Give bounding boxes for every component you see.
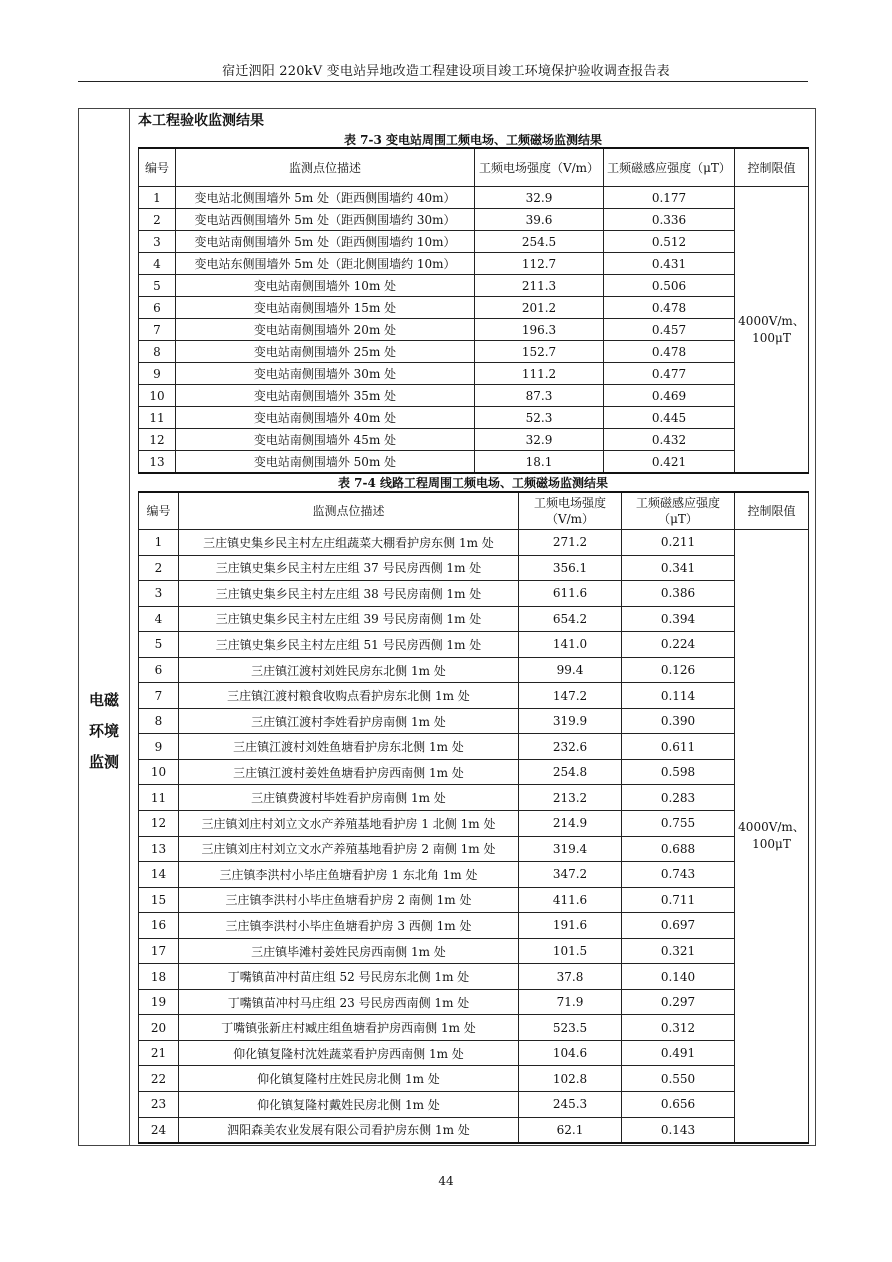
table-row bbox=[139, 887, 809, 913]
cell-no: 12 bbox=[139, 811, 179, 837]
cell-no: 3 bbox=[139, 581, 179, 607]
table-row bbox=[139, 913, 809, 939]
cell-no: 6 bbox=[139, 657, 179, 683]
cell-b: 0.431 bbox=[604, 253, 735, 275]
table-row bbox=[139, 231, 809, 253]
cell-b: 0.506 bbox=[604, 275, 735, 297]
cell-e: 104.6 bbox=[519, 1040, 622, 1066]
cell-e: 37.8 bbox=[519, 964, 622, 990]
cell-no: 7 bbox=[139, 683, 179, 709]
col-header-desc: 监测点位描述 bbox=[179, 492, 519, 530]
table-row bbox=[139, 1117, 809, 1143]
table-row bbox=[139, 759, 809, 785]
cell-e: 147.2 bbox=[519, 683, 622, 709]
cell-no: 5 bbox=[139, 632, 179, 658]
table-row bbox=[139, 1015, 809, 1041]
table-7-3-caption: 表 7-3 变电站周围工频电场、工频磁场监测结果 bbox=[343, 133, 603, 147]
cell-b: 0.611 bbox=[622, 734, 735, 760]
cell-e: 271.2 bbox=[519, 530, 622, 556]
cell-b: 0.478 bbox=[604, 341, 735, 363]
table-row bbox=[139, 734, 809, 760]
col-header-b: 工频磁感应强度（μT） bbox=[622, 492, 735, 530]
table-row bbox=[139, 275, 809, 297]
cell-b: 0.341 bbox=[622, 555, 735, 581]
cell-b: 0.477 bbox=[604, 363, 735, 385]
table-row bbox=[139, 683, 809, 709]
cell-b: 0.697 bbox=[622, 913, 735, 939]
cell-e: 101.5 bbox=[519, 938, 622, 964]
cell-desc: 变电站南侧围墙外 20m 处 bbox=[176, 319, 475, 341]
cell-e: 411.6 bbox=[519, 887, 622, 913]
table-row bbox=[139, 836, 809, 862]
cell-b: 0.512 bbox=[604, 231, 735, 253]
table-row bbox=[139, 1092, 809, 1118]
cell-desc: 三庄镇李洪村小毕庄鱼塘看护房 2 南侧 1m 处 bbox=[179, 887, 519, 913]
cell-e: 99.4 bbox=[519, 657, 622, 683]
cell-e: 201.2 bbox=[475, 297, 604, 319]
cell-no: 9 bbox=[139, 734, 179, 760]
cell-e: 245.3 bbox=[519, 1092, 622, 1118]
table-7-4-caption: 表 7-4 线路工程周围工频电场、工频磁场监测结果 bbox=[337, 476, 609, 490]
cell-e: 214.9 bbox=[519, 811, 622, 837]
cell-e: 356.1 bbox=[519, 555, 622, 581]
cell-desc: 丁嘴镇苗冲村马庄组 23 号民房西南侧 1m 处 bbox=[179, 989, 519, 1015]
cell-b: 0.656 bbox=[622, 1092, 735, 1118]
cell-b: 0.321 bbox=[622, 938, 735, 964]
table-row bbox=[139, 451, 809, 474]
section-title: 本工程验收监测结果 bbox=[138, 113, 264, 129]
cell-e: 112.7 bbox=[475, 253, 604, 275]
col-header-e: 工频电场强度（V/m） bbox=[519, 492, 622, 530]
cell-desc: 变电站南侧围墙外 40m 处 bbox=[176, 407, 475, 429]
cell-desc: 三庄镇李洪村小毕庄鱼塘看护房 3 西侧 1m 处 bbox=[179, 913, 519, 939]
cell-e: 654.2 bbox=[519, 606, 622, 632]
cell-no: 10 bbox=[139, 385, 176, 407]
cell-e: 102.8 bbox=[519, 1066, 622, 1092]
cell-no: 22 bbox=[139, 1066, 179, 1092]
cell-desc: 变电站南侧围墙外 50m 处 bbox=[176, 451, 475, 474]
cell-desc: 仰化镇复隆村沈姓蔬菜看护房西南侧 1m 处 bbox=[179, 1040, 519, 1066]
cell-no: 11 bbox=[139, 407, 176, 429]
table-row bbox=[139, 209, 809, 231]
cell-e: 18.1 bbox=[475, 451, 604, 474]
cell-b: 0.688 bbox=[622, 836, 735, 862]
cell-no: 12 bbox=[139, 429, 176, 451]
cell-no: 2 bbox=[139, 555, 179, 581]
cell-b: 0.297 bbox=[622, 989, 735, 1015]
table-row bbox=[139, 606, 809, 632]
cell-e: 211.3 bbox=[475, 275, 604, 297]
cell-e: 611.6 bbox=[519, 581, 622, 607]
cell-e: 319.9 bbox=[519, 708, 622, 734]
cell-b: 0.143 bbox=[622, 1117, 735, 1143]
cell-desc: 三庄镇江渡村李姓看护房南侧 1m 处 bbox=[179, 708, 519, 734]
cell-e: 347.2 bbox=[519, 862, 622, 888]
table-row bbox=[139, 862, 809, 888]
table-row bbox=[139, 657, 809, 683]
header-rule bbox=[78, 81, 808, 82]
cell-b: 0.312 bbox=[622, 1015, 735, 1041]
table-row bbox=[139, 964, 809, 990]
cell-e: 141.0 bbox=[519, 632, 622, 658]
cell-b: 0.755 bbox=[622, 811, 735, 837]
cell-b: 0.140 bbox=[622, 964, 735, 990]
cell-no: 17 bbox=[139, 938, 179, 964]
cell-e: 523.5 bbox=[519, 1015, 622, 1041]
cell-no: 18 bbox=[139, 964, 179, 990]
cell-b: 0.445 bbox=[604, 407, 735, 429]
col-header-b: 工频磁感应强度（μT） bbox=[604, 148, 735, 187]
table-row bbox=[139, 187, 809, 209]
table-row bbox=[139, 530, 809, 556]
cell-desc: 三庄镇史集乡民主村左庄组 39 号民房南侧 1m 处 bbox=[179, 606, 519, 632]
table-row bbox=[139, 785, 809, 811]
cell-b: 0.126 bbox=[622, 657, 735, 683]
table-row bbox=[139, 938, 809, 964]
table-row bbox=[139, 319, 809, 341]
cell-no: 16 bbox=[139, 913, 179, 939]
cell-b: 0.224 bbox=[622, 632, 735, 658]
cell-e: 71.9 bbox=[519, 989, 622, 1015]
cell-no: 24 bbox=[139, 1117, 179, 1143]
cell-no: 19 bbox=[139, 989, 179, 1015]
cell-b: 0.336 bbox=[604, 209, 735, 231]
cell-desc: 变电站东侧围墙外 5m 处（距北侧围墙约 10m） bbox=[176, 253, 475, 275]
cell-b: 0.390 bbox=[622, 708, 735, 734]
cell-e: 52.3 bbox=[475, 407, 604, 429]
cell-desc: 三庄镇史集乡民主村左庄组 51 号民房西侧 1m 处 bbox=[179, 632, 519, 658]
table-row bbox=[139, 989, 809, 1015]
cell-no: 11 bbox=[139, 785, 179, 811]
table-row bbox=[139, 341, 809, 363]
cell-e: 319.4 bbox=[519, 836, 622, 862]
control-limit-value: 4000V/m、100μT bbox=[738, 313, 805, 345]
cell-no: 4 bbox=[139, 606, 179, 632]
table-row bbox=[139, 555, 809, 581]
cell-no: 6 bbox=[139, 297, 176, 319]
table-row bbox=[139, 1040, 809, 1066]
table-row bbox=[139, 581, 809, 607]
cell-b: 0.177 bbox=[604, 187, 735, 209]
table-row bbox=[139, 708, 809, 734]
cell-no: 1 bbox=[139, 187, 176, 209]
cell-desc: 三庄镇李洪村小毕庄鱼塘看护房 1 东北角 1m 处 bbox=[179, 862, 519, 888]
cell-no: 8 bbox=[139, 341, 176, 363]
cell-b: 0.598 bbox=[622, 759, 735, 785]
cell-no: 13 bbox=[139, 451, 176, 474]
cell-e: 196.3 bbox=[475, 319, 604, 341]
cell-b: 0.386 bbox=[622, 581, 735, 607]
table-row bbox=[139, 429, 809, 451]
side-column bbox=[78, 108, 130, 1146]
cell-desc: 变电站南侧围墙外 45m 处 bbox=[176, 429, 475, 451]
cell-desc: 仰化镇复隆村庄姓民房北侧 1m 处 bbox=[179, 1066, 519, 1092]
cell-desc: 变电站南侧围墙外 35m 处 bbox=[176, 385, 475, 407]
control-limit-cell bbox=[735, 187, 809, 474]
cell-e: 111.2 bbox=[475, 363, 604, 385]
cell-e: 39.6 bbox=[475, 209, 604, 231]
cell-desc: 三庄镇江渡村粮食收购点看护房东北侧 1m 处 bbox=[179, 683, 519, 709]
table-row bbox=[139, 385, 809, 407]
cell-no: 8 bbox=[139, 708, 179, 734]
table-row bbox=[139, 632, 809, 658]
cell-e: 232.6 bbox=[519, 734, 622, 760]
cell-desc: 变电站西侧围墙外 5m 处（距西侧围墙约 30m） bbox=[176, 209, 475, 231]
side-label-line: 环境 bbox=[88, 722, 119, 740]
table-row bbox=[139, 811, 809, 837]
cell-no: 14 bbox=[139, 862, 179, 888]
cell-e: 32.9 bbox=[475, 187, 604, 209]
cell-desc: 三庄镇江渡村姜姓鱼塘看护房西南侧 1m 处 bbox=[179, 759, 519, 785]
cell-e: 87.3 bbox=[475, 385, 604, 407]
side-label-line: 电磁 bbox=[88, 691, 119, 709]
cell-no: 9 bbox=[139, 363, 176, 385]
cell-no: 1 bbox=[139, 530, 179, 556]
cell-b: 0.457 bbox=[604, 319, 735, 341]
cell-desc: 三庄镇刘庄村刘立文水产养殖基地看护房 2 南侧 1m 处 bbox=[179, 836, 519, 862]
line-monitoring-table bbox=[138, 491, 809, 1144]
cell-no: 13 bbox=[139, 836, 179, 862]
cell-desc: 丁嘴镇张新庄村臧庄组鱼塘看护房西南侧 1m 处 bbox=[179, 1015, 519, 1041]
cell-desc: 三庄镇毕滩村姜姓民房西南侧 1m 处 bbox=[179, 938, 519, 964]
cell-no: 5 bbox=[139, 275, 176, 297]
cell-e: 254.5 bbox=[475, 231, 604, 253]
substation-monitoring-table bbox=[138, 147, 809, 474]
cell-b: 0.421 bbox=[604, 451, 735, 474]
col-header-desc: 监测点位描述 bbox=[176, 148, 475, 187]
cell-desc: 变电站南侧围墙外 30m 处 bbox=[176, 363, 475, 385]
table-row bbox=[139, 297, 809, 319]
cell-e: 213.2 bbox=[519, 785, 622, 811]
col-header-limit: 控制限值 bbox=[735, 148, 809, 187]
cell-b: 0.394 bbox=[622, 606, 735, 632]
page-header: 宿迁泗阳 220kV 变电站异地改造工程建设项目竣工环境保护验收调查报告表 bbox=[222, 64, 670, 79]
cell-desc: 变电站南侧围墙外 15m 处 bbox=[176, 297, 475, 319]
cell-desc: 三庄镇江渡村刘姓鱼塘看护房东北侧 1m 处 bbox=[179, 734, 519, 760]
col-header-no: 编号 bbox=[139, 148, 176, 187]
cell-desc: 仰化镇复隆村戴姓民房北侧 1m 处 bbox=[179, 1092, 519, 1118]
table-row bbox=[139, 1066, 809, 1092]
cell-desc: 三庄镇刘庄村刘立文水产养殖基地看护房 1 北侧 1m 处 bbox=[179, 811, 519, 837]
cell-desc: 丁嘴镇苗冲村苗庄组 52 号民房东北侧 1m 处 bbox=[179, 964, 519, 990]
cell-b: 0.711 bbox=[622, 887, 735, 913]
cell-b: 0.469 bbox=[604, 385, 735, 407]
cell-no: 2 bbox=[139, 209, 176, 231]
side-label-line: 监测 bbox=[88, 753, 119, 771]
cell-no: 4 bbox=[139, 253, 176, 275]
cell-desc: 变电站南侧围墙外 25m 处 bbox=[176, 341, 475, 363]
col-header-e: 工频电场强度（V/m） bbox=[475, 148, 604, 187]
cell-desc: 三庄镇史集乡民主村左庄组 38 号民房南侧 1m 处 bbox=[179, 581, 519, 607]
table-row bbox=[139, 253, 809, 275]
cell-no: 15 bbox=[139, 887, 179, 913]
cell-no: 20 bbox=[139, 1015, 179, 1041]
cell-b: 0.114 bbox=[622, 683, 735, 709]
cell-no: 10 bbox=[139, 759, 179, 785]
cell-e: 254.8 bbox=[519, 759, 622, 785]
cell-desc: 变电站南侧围墙外 5m 处（距西侧围墙约 10m） bbox=[176, 231, 475, 253]
col-header-no: 编号 bbox=[139, 492, 179, 530]
cell-e: 62.1 bbox=[519, 1117, 622, 1143]
cell-desc: 三庄镇史集乡民主村左庄组 37 号民房西侧 1m 处 bbox=[179, 555, 519, 581]
cell-e: 191.6 bbox=[519, 913, 622, 939]
control-limit-value: 4000V/m、100μT bbox=[738, 820, 805, 852]
cell-b: 0.491 bbox=[622, 1040, 735, 1066]
cell-desc: 变电站南侧围墙外 10m 处 bbox=[176, 275, 475, 297]
page-number: 44 bbox=[438, 1174, 454, 1188]
col-header-limit: 控制限值 bbox=[735, 492, 809, 530]
cell-no: 21 bbox=[139, 1040, 179, 1066]
cell-no: 3 bbox=[139, 231, 176, 253]
control-limit-cell bbox=[735, 530, 809, 1144]
cell-desc: 三庄镇江渡村刘姓民房东北侧 1m 处 bbox=[179, 657, 519, 683]
cell-no: 23 bbox=[139, 1092, 179, 1118]
cell-b: 0.211 bbox=[622, 530, 735, 556]
cell-b: 0.283 bbox=[622, 785, 735, 811]
table-row bbox=[139, 363, 809, 385]
cell-e: 32.9 bbox=[475, 429, 604, 451]
cell-desc: 三庄镇费渡村毕姓看护房南侧 1m 处 bbox=[179, 785, 519, 811]
cell-b: 0.432 bbox=[604, 429, 735, 451]
cell-b: 0.478 bbox=[604, 297, 735, 319]
cell-desc: 变电站北侧围墙外 5m 处（距西侧围墙约 40m） bbox=[176, 187, 475, 209]
cell-b: 0.743 bbox=[622, 862, 735, 888]
cell-e: 152.7 bbox=[475, 341, 604, 363]
cell-desc: 泗阳森美农业发展有限公司看护房东侧 1m 处 bbox=[179, 1117, 519, 1143]
table-row bbox=[139, 407, 809, 429]
cell-desc: 三庄镇史集乡民主村左庄组蔬菜大棚看护房东侧 1m 处 bbox=[179, 530, 519, 556]
cell-b: 0.550 bbox=[622, 1066, 735, 1092]
cell-no: 7 bbox=[139, 319, 176, 341]
side-label bbox=[78, 685, 130, 778]
